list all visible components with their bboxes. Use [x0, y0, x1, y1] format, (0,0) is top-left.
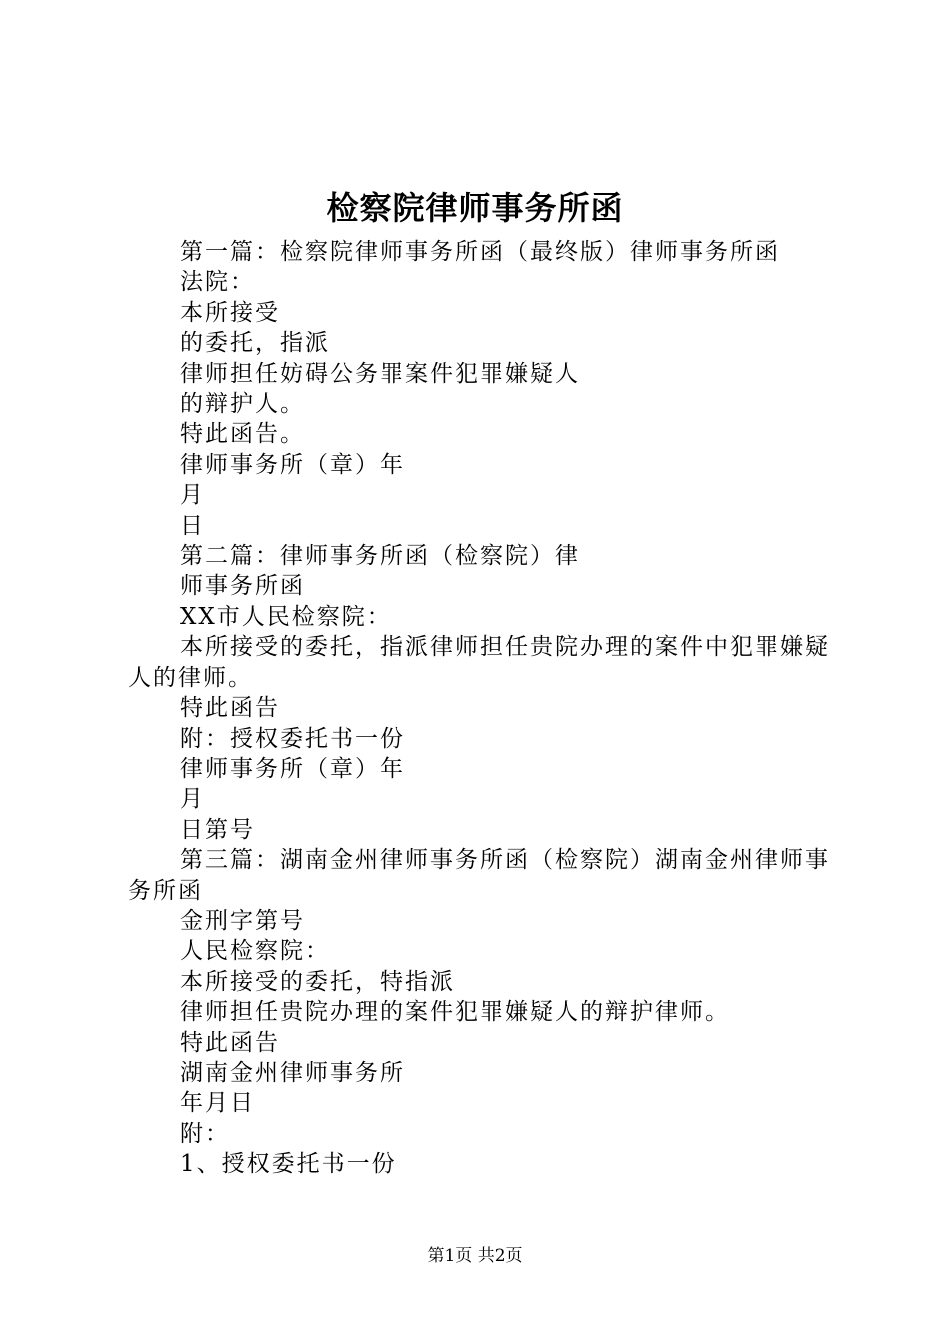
- body-line: 律师担任妨碍公务罪案件犯罪嫌疑人: [180, 360, 580, 387]
- body-line: 师事务所函: [180, 573, 305, 600]
- body-line: 附：: [180, 1120, 230, 1147]
- body-line: 律师事务所（章）年: [180, 451, 405, 478]
- body-line: 日: [180, 512, 205, 539]
- body-line: 金刑字第号: [180, 907, 305, 934]
- body-line: 本所接受的委托，指派律师担任贵院办理的案件中犯罪嫌疑人的律师。: [128, 634, 830, 691]
- body-line: 律师担任贵院办理的案件犯罪嫌疑人的辩护律师。: [180, 999, 730, 1026]
- body-line: 特此函告: [180, 1029, 280, 1056]
- body-line: 第一篇：检察院律师事务所函（最终版）律师事务所函: [180, 239, 780, 265]
- body-line: 第三篇：湖南金州律师事务所函（检察院）湖南金州律师事务所函: [128, 847, 830, 904]
- body-line: 月: [180, 482, 205, 509]
- body-line: 律师事务所（章）年: [180, 755, 405, 782]
- body-line: 特此函告: [180, 695, 280, 722]
- body-line: 人民检察院：: [180, 938, 330, 965]
- body-line: 1、授权委托书一份: [180, 1151, 397, 1178]
- body-line: XX市人民检察院：: [180, 603, 392, 630]
- body-line: 本所接受: [180, 299, 280, 326]
- body-line: 的辩护人。: [180, 391, 305, 418]
- body-line: 湖南金州律师事务所: [180, 1059, 405, 1086]
- body-line: 法院：: [180, 269, 255, 296]
- body-line: 附：授权委托书一份: [180, 725, 405, 752]
- document-body: [128, 237, 836, 1180]
- body-line: 月: [180, 786, 205, 813]
- body-line: 日第号: [180, 816, 255, 843]
- body-line: 年月日: [180, 1090, 255, 1117]
- body-line: 本所接受的委托，特指派: [180, 968, 455, 995]
- document-title: 检察院律师事务所函: [326, 189, 624, 227]
- body-line: 特此函告。: [180, 421, 305, 448]
- body-line: 的委托，指派: [180, 330, 330, 357]
- body-line: 第二篇：律师事务所函（检察院）律: [180, 543, 580, 570]
- page-footer: 第1页 共2页: [427, 1246, 523, 1266]
